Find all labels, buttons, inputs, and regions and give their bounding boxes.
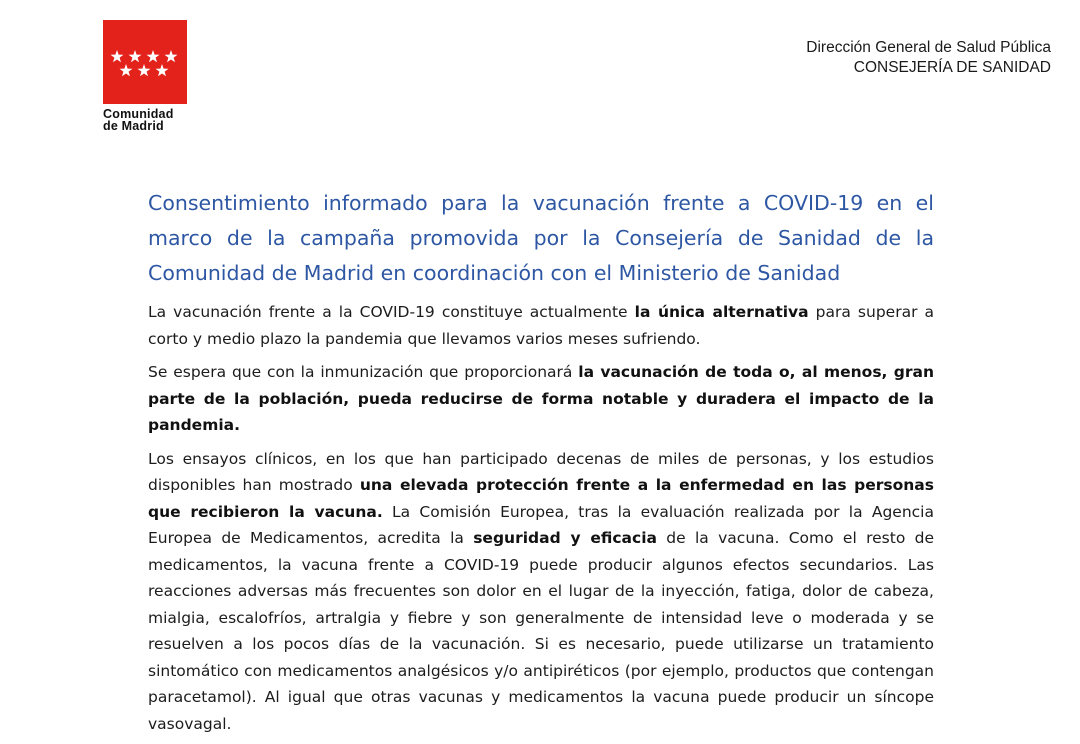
star-icon <box>147 50 160 62</box>
star-icon <box>156 64 169 76</box>
star-icon <box>138 64 151 76</box>
star-icon <box>111 50 124 62</box>
issuer-header <box>806 38 1051 78</box>
emphasis-text: la única alternativa <box>634 303 809 321</box>
emphasis-text: la vacunación de toda o, al menos, gran parte de la población, pueda reducirse de forma notable y duradera el impacto de la pandemia. <box>148 363 934 434</box>
ministry-name: CONSEJERÍA DE SANIDAD <box>853 59 1051 76</box>
star-icon <box>165 50 178 62</box>
star-icon <box>129 50 142 62</box>
paragraph <box>148 299 934 352</box>
paragraph <box>148 359 934 439</box>
logo-line-1: Comunidad <box>103 107 174 121</box>
document-title: Consentimiento informado para la vacunación frente a COVID-19 en el marco de la campaña promovida por la Consejería de Sanidad de la Comunidad de Madrid en coordinación con el Ministerio de Sanidad <box>148 191 934 285</box>
logo-line-2: de Madrid <box>103 119 164 133</box>
paragraph-text: Se espera que con la inmunización que proporcionará <box>148 363 579 381</box>
star-icon <box>120 64 133 76</box>
comunidad-de-madrid-logo <box>103 20 189 132</box>
logo-wordmark <box>103 108 189 132</box>
department-name: Dirección General de Salud Pública <box>806 39 1051 56</box>
stars-icon <box>103 20 187 104</box>
paragraph-text: La vacunación frente a la COVID-19 constituye actualmente <box>148 303 635 321</box>
paragraph-text: para superar a corto y medio plazo la pandemia que llevamos varios meses sufriendo. <box>148 303 934 348</box>
document-body <box>148 299 934 744</box>
paragraph-text: de la vacuna. Como el resto de medicamentos, la vacuna frente a COVID-19 puede producir algunos efectos secundarios. Las reacciones adversas más frecuentes son dolor en el lugar de la inyección, fatiga, dolor de cabeza, mialgia, escalofríos, artralgia y fiebre y son generalmente de intensidad leve o moderada y se resuelven a los pocos días de la vacunación. Si es necesario, puede utilizarse un tratamiento sintomático con medicamentos analgésicos y/o antipiréticos (por ejemplo, productos que contengan paracetamol). Al igual que otras vacunas y medicamentos la vacuna puede producir un síncope vasovagal. <box>148 529 934 733</box>
madrid-flag-icon <box>103 20 187 104</box>
emphasis-text: una elevada protección frente a la enfermedad en las personas que recibieron la vacuna. <box>148 476 934 521</box>
paragraph-text: Los ensayos clínicos, en los que han participado decenas de miles de personas, y los estudios disponibles han mostrado <box>148 449 934 494</box>
paragraph <box>148 446 934 738</box>
emphasis-text: seguridad y eficacia <box>473 529 657 547</box>
paragraph-text: La Comisión Europea, tras la evaluación realizada por la Agencia Europea de Medicamentos, acredita la <box>148 502 934 547</box>
